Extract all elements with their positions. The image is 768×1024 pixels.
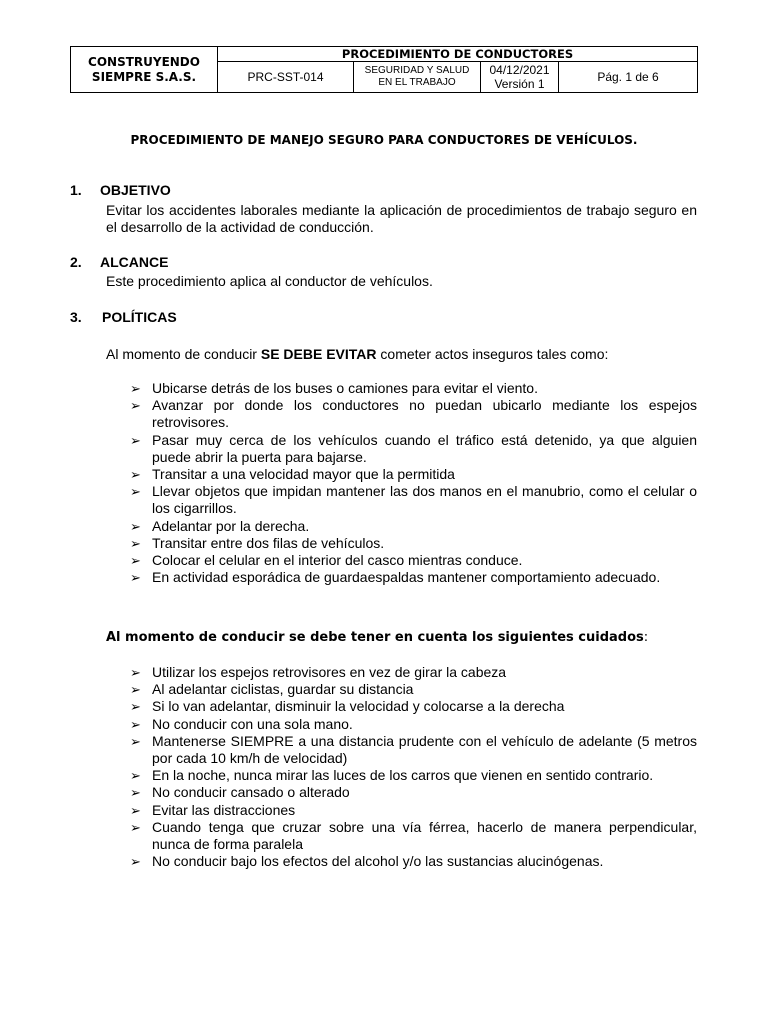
list-item-text: No conducir cansado o alterado [152, 784, 350, 801]
area-text: SEGURIDAD Y SALUD EN EL TRABAJO [364, 65, 470, 88]
arrowhead-bullet-icon: ➢ [130, 682, 141, 698]
section-title: POLÍTICAS [102, 309, 177, 325]
list-item-text: No conducir bajo los efectos del alcohol y/o las sustancias alucinógenas. [152, 853, 604, 870]
list-item-text: Mantenerse SIEMPRE a una distancia prudente con el vehículo de adelante (5 metros por cada 10 km/h de velocidad) [152, 732, 697, 767]
care-heading-colon: : [643, 630, 649, 645]
list-item-text: Al adelantar ciclistas, guardar su distancia [152, 681, 414, 698]
company-name: CONSTRUYENDO SIEMPRE S.A.S. [71, 47, 218, 93]
list-item-text: Si lo van adelantar, disminuir la velocidad y colocarse a la derecha [152, 698, 565, 715]
arrowhead-bullet-icon: ➢ [130, 854, 141, 870]
list-item-text: Pasar muy cerca de los vehículos cuando el tráfico está detenido, ya que alguien puede abrir la puerta para bajarse. [152, 431, 697, 465]
arrowhead-bullet-icon: ➢ [130, 518, 141, 534]
list-item [106, 664, 697, 681]
care-heading [106, 629, 697, 646]
list-item [106, 802, 697, 819]
intro-text-end: cometer actos inseguros tales como: [376, 346, 609, 362]
section-heading-alcance [70, 254, 168, 271]
document-date: 04/12/2021 [489, 63, 550, 77]
arrowhead-bullet-icon: ➢ [130, 484, 141, 500]
procedure-title: PROCEDIMIENTO DE CONDUCTORES [218, 47, 698, 62]
document-area [354, 62, 481, 93]
arrowhead-bullet-icon: ➢ [130, 802, 141, 818]
document-title: PROCEDIMIENTO DE MANEJO SEGURO PARA CONDUCTORES DE VEHÍCULOS. [130, 133, 638, 147]
list-item-text: Ubicarse detrás de los buses o camiones para evitar el viento. [152, 380, 538, 396]
document-header-table [70, 46, 698, 93]
arrowhead-bullet-icon: ➢ [130, 398, 141, 414]
intro-text-start: Al momento de conducir [106, 346, 261, 362]
arrowhead-bullet-icon: ➢ [130, 570, 141, 586]
section-number: 3. [70, 309, 82, 325]
objetivo-text: Evitar los accidentes laborales mediante la aplicación de procedimientos de trabajo seguro en el desarrollo de la actividad de conducción. [106, 202, 697, 235]
section-number: 1. [70, 182, 82, 198]
list-item [106, 518, 697, 535]
care-heading-text: Al momento de conducir se debe tener en cuenta los siguientes cuidados [106, 630, 644, 645]
alcance-text: Este procedimiento aplica al conductor de vehículos. [106, 273, 433, 289]
arrowhead-bullet-icon: ➢ [130, 716, 141, 732]
list-item-text: Adelantar por la derecha. [152, 517, 310, 534]
list-item [106, 698, 697, 715]
care-list [106, 664, 697, 870]
arrowhead-bullet-icon: ➢ [130, 768, 141, 784]
politicas-intro [106, 346, 697, 363]
section-number: 2. [70, 254, 82, 270]
arrowhead-bullet-icon: ➢ [130, 819, 141, 835]
intro-emphasis: SE DEBE EVITAR [260, 346, 377, 362]
list-item-text: Avanzar por donde los conductores no puedan ubicarlo mediante los espejos retrovisores. [152, 397, 697, 431]
list-item [106, 432, 697, 466]
list-item [106, 733, 697, 767]
list-item [106, 767, 697, 784]
list-item [106, 535, 697, 552]
arrowhead-bullet-icon: ➢ [130, 381, 141, 396]
avoid-list [106, 380, 697, 586]
list-item-text: Colocar el celular en el interior del casco mientras conduce. [152, 552, 523, 569]
list-item [106, 784, 697, 801]
section-heading-objetivo [70, 182, 171, 199]
section-heading-politicas [70, 309, 177, 326]
list-item-text: Transitar entre dos filas de vehículos. [152, 534, 385, 551]
list-item-text: Evitar las distracciones [152, 801, 296, 818]
list-item [106, 483, 697, 517]
arrowhead-bullet-icon: ➢ [130, 665, 141, 680]
list-item [106, 397, 697, 431]
arrowhead-bullet-icon: ➢ [130, 535, 141, 551]
list-item [106, 552, 697, 569]
arrowhead-bullet-icon: ➢ [130, 432, 141, 448]
arrowhead-bullet-icon: ➢ [130, 733, 141, 749]
list-item [106, 853, 697, 870]
list-item [106, 716, 697, 733]
section-title: OBJETIVO [100, 182, 171, 198]
list-item-text: En actividad esporádica de guardaespaldas mantener comportamiento adecuado. [152, 569, 661, 586]
list-item-text: Transitar a una velocidad mayor que la permitida [152, 466, 455, 483]
arrowhead-bullet-icon: ➢ [130, 467, 141, 483]
document-version: Versión 1 [494, 77, 545, 91]
page-number: Pág. 1 de 6 [559, 62, 698, 93]
arrowhead-bullet-icon: ➢ [130, 699, 141, 715]
list-item [106, 819, 697, 853]
arrowhead-bullet-icon: ➢ [130, 785, 141, 801]
list-item-text: Cuando tenga que cruzar sobre una vía férrea, hacerlo de manera perpendicular, nunca de forma paralela [152, 818, 697, 853]
list-item [106, 569, 697, 586]
date-version-cell [481, 62, 559, 93]
document-code: PRC-SST-014 [218, 62, 354, 93]
section-title: ALCANCE [100, 254, 169, 270]
list-item-text: Utilizar los espejos retrovisores en vez de girar la cabeza [152, 664, 507, 680]
list-item [106, 380, 697, 397]
list-item-text: Llevar objetos que impidan mantener las dos manos en el manubrio, como el celular o los cigarrillos. [152, 483, 697, 517]
list-item-text: En la noche, nunca mirar las luces de los carros que vienen en sentido contrario. [152, 767, 654, 784]
list-item [106, 466, 697, 483]
list-item [106, 681, 697, 698]
arrowhead-bullet-icon: ➢ [130, 553, 141, 569]
list-item-text: No conducir con una sola mano. [152, 715, 353, 732]
